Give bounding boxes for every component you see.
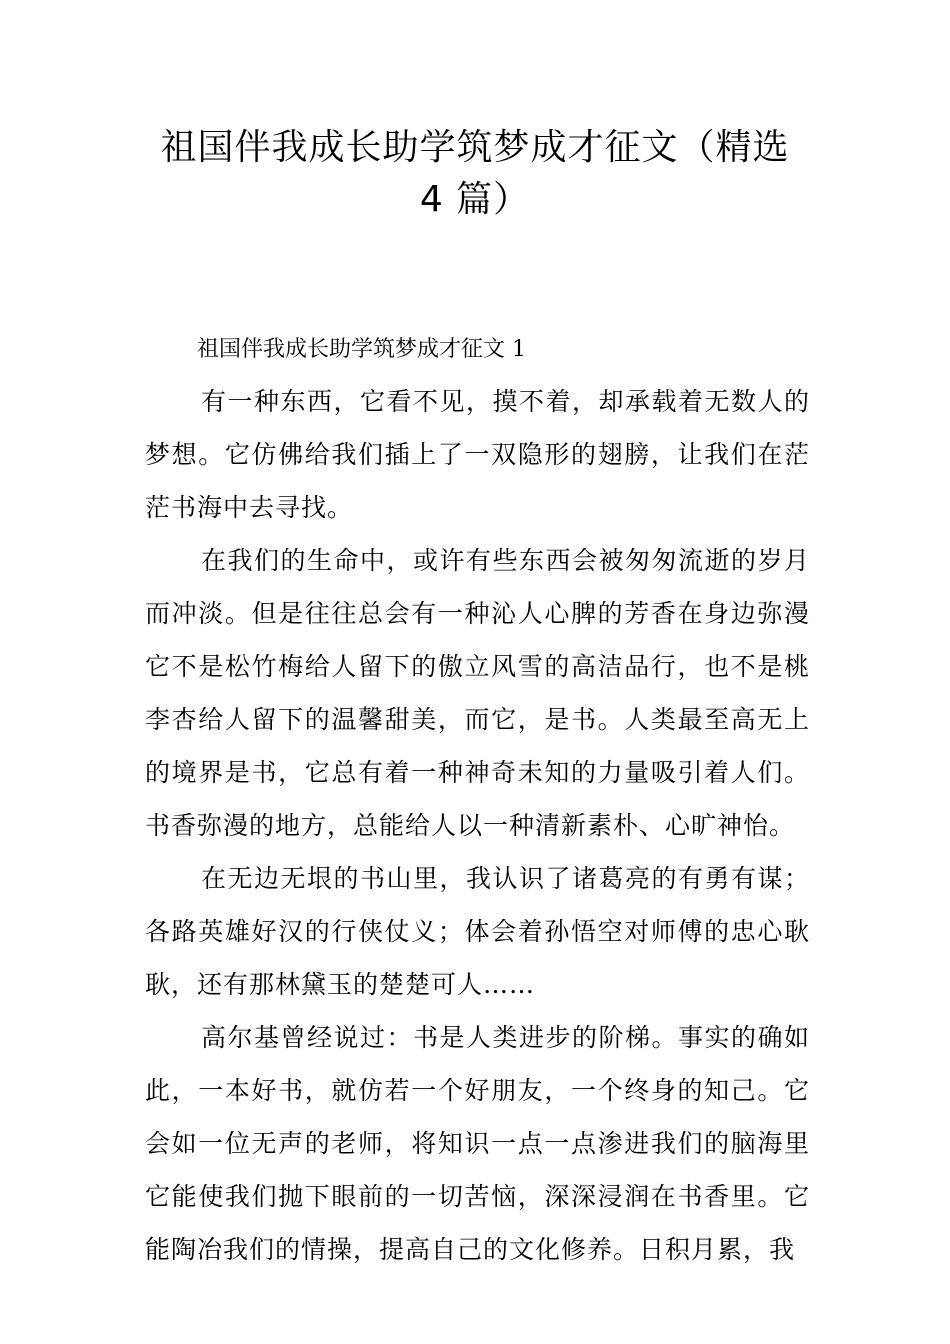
- document-body: [145, 330, 810, 1276]
- title-line-2: 4 篇）: [419, 179, 531, 220]
- paragraph-4: 高尔基曾经说过：书是人类进步的阶梯。事实的确如此，一本好书，就仿若一个好朋友，一个终身的知己。它会如一位无声的老师，将知识一点一点渗进我们的脑海里它能使我们抛下眼前的一切苦恼，深深浸润在书香里。它能陶冶我们的情操，提高自己的文化修养。日积月累，我: [145, 1023, 810, 1264]
- paragraph-3: 在无边无垠的书山里，我认识了诸葛亮的有勇有谋；各路英雄好汉的行侠仗义；体会着孙悟空对师傅的忠心耿耿，还有那林黛玉的楚楚可人……: [145, 864, 810, 999]
- document-title: [100, 122, 850, 226]
- section-subtitle: 祖国伴我成长助学筑梦成才征文 1: [197, 337, 526, 362]
- paragraph-2: 在我们的生命中，或许有些东西会被匆匆流逝的岁月而冲淡。但是往往总会有一种沁人心脾的芳香在身边弥漫它不是松竹梅给人留下的傲立风雪的高洁品行，也不是桃李杏给人留下的温馨甜美，而它，是书。人类最至高无上的境界是书，它总有着一种神奇未知的力量吸引着人们。书香弥漫的地方，总能给人以一种清新素朴、心旷神怡。: [145, 546, 810, 840]
- paragraph-1: 有一种东西，它看不见，摸不着，却承载着无数人的梦想。它仿佛给我们插上了一双隐形的翅膀，让我们在茫茫书海中去寻找。: [145, 387, 810, 522]
- title-line-1: 祖国伴我成长助学筑梦成才征文（精选: [160, 127, 790, 168]
